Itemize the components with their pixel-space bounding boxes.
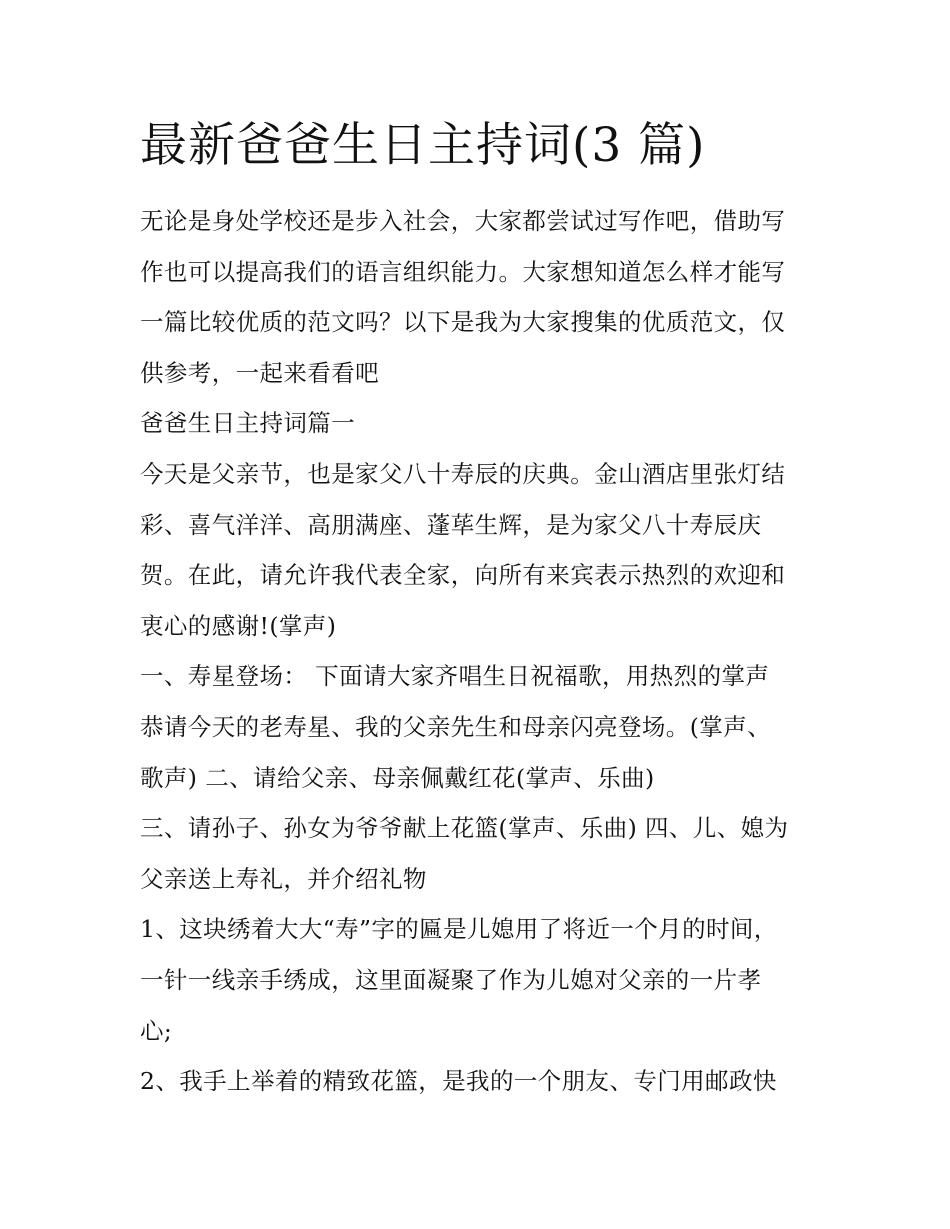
text-line: 彩、喜气洋洋、高朋满座、蓬荜生辉，是为家父八十寿辰庆	[140, 510, 762, 539]
step-one-paragraph	[140, 651, 820, 803]
text-line: 心;	[140, 1016, 173, 1045]
gift-one-paragraph	[140, 904, 820, 1056]
text-line: 今天是父亲节，也是家父八十寿辰的庆典。金山酒店里张灯结	[140, 459, 786, 488]
text-line: 供参考，一起来看看吧	[140, 358, 379, 387]
text-line: 1、这块绣着大大“寿”字的匾是儿媳用了将近一个月的时间，	[140, 915, 778, 944]
opening-paragraph	[140, 449, 820, 651]
text-line: 衷心的感谢!(掌声)	[140, 611, 337, 640]
text-line: 一针一线亲手绣成，这里面凝聚了作为儿媳对父亲的一片孝	[140, 965, 762, 994]
gift-two-paragraph	[140, 1056, 820, 1107]
text-line: 恭请今天的老寿星、我的父亲先生和母亲闪亮登场。(掌声、	[140, 712, 771, 741]
text-line: 三、请孙子、孙女为爷爷献上花篮(掌声、乐曲) 四、儿、媳为	[140, 814, 789, 843]
text-line: 作也可以提高我们的语言组织能力。大家想知道怎么样才能写	[140, 257, 786, 286]
intro-paragraph	[140, 196, 820, 398]
text-line: 一篇比较优质的范文吗？以下是我为大家搜集的优质范文，仅	[140, 308, 786, 337]
text-line: 父亲送上寿礼，并介绍礼物	[140, 864, 427, 893]
text-line: 一、寿星登场： 下面请大家齐唱生日祝福歌，用热烈的掌声	[140, 662, 770, 691]
text-line: 贺。在此，请允许我代表全家，向所有来宾表示热烈的欢迎和	[140, 561, 786, 590]
document-title: 最新爸爸生日主持词(3 篇)	[140, 118, 706, 173]
text-line: 爸爸生日主持词篇一	[140, 409, 356, 438]
text-line: 无论是身处学校还是步入社会，大家都尝试过写作吧，借助写	[140, 207, 786, 235]
step-three-paragraph	[140, 803, 820, 904]
text-line: 2、我手上举着的精致花篮，是我的一个朋友、专门用邮政快	[140, 1067, 777, 1096]
document-body	[140, 196, 820, 1107]
section-heading	[140, 398, 820, 449]
text-line: 歌声) 二、请给父亲、母亲佩戴红花(掌声、乐曲)	[140, 763, 655, 792]
